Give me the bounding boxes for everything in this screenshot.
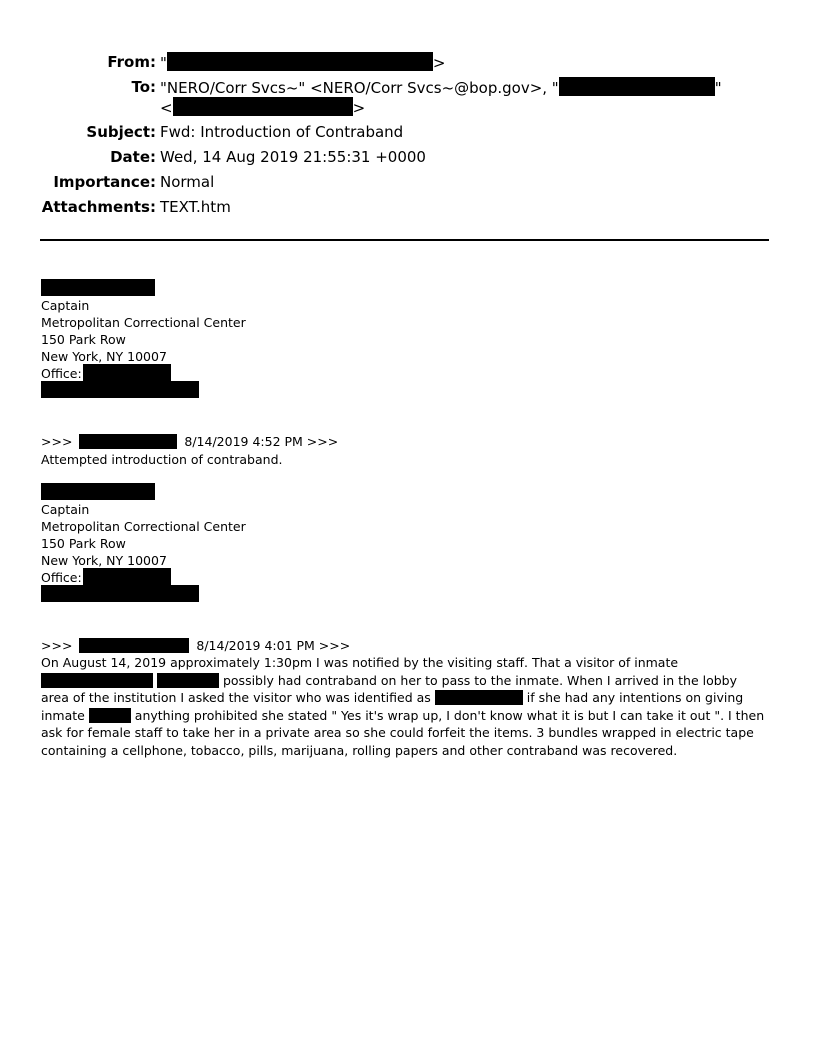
quote-header-2 xyxy=(41,637,350,654)
signature-org: Metropolitan Correctional Center xyxy=(41,519,246,534)
office-label: Office: xyxy=(41,366,82,381)
quote-header-1 xyxy=(41,433,338,450)
redacted-sender-name xyxy=(79,638,189,653)
signature-org: Metropolitan Correctional Center xyxy=(41,315,246,330)
body-part-3: if she had any intentions on giving inmate xyxy=(41,690,744,723)
redacted-recipient-email xyxy=(173,97,353,116)
to-label: To: xyxy=(131,78,156,96)
from-quote-open: " xyxy=(160,54,167,72)
signature-city: New York, NY 10007 xyxy=(41,349,167,364)
message-body-2 xyxy=(41,654,766,759)
quote-timestamp: 8/14/2019 4:01 PM >>> xyxy=(196,638,351,653)
redacted-visitor-name xyxy=(435,690,523,705)
signature-city: New York, NY 10007 xyxy=(41,553,167,568)
message-text-1: Attempted introduction of contraband. xyxy=(41,452,283,467)
signature-street: 150 Park Row xyxy=(41,536,126,551)
date-label: Date: xyxy=(110,148,156,166)
quote-prefix: >>> xyxy=(41,434,73,449)
importance-value: Normal xyxy=(160,173,215,191)
to-bracket-close: > xyxy=(352,99,366,117)
to-recipients: "NERO/Corr Svcs~" <NERO/Corr Svcs~@bop.gov>, " xyxy=(160,79,559,97)
quote-timestamp: 8/14/2019 4:52 PM >>> xyxy=(184,434,339,449)
redacted-inmate-name-cont xyxy=(157,673,219,688)
signature-title: Captain xyxy=(41,502,90,517)
signature-office xyxy=(41,569,82,586)
importance-label: Importance: xyxy=(53,173,156,191)
date-value: Wed, 14 Aug 2019 21:55:31 +0000 xyxy=(160,148,426,166)
redacted-name xyxy=(41,279,155,296)
redacted-inmate-name xyxy=(41,673,153,688)
body-part-4: anything prohibited she stated " Yes it's wrap up, I don't know what it is but I can take it out ". I then ask for female staff to take her in a private area so she could forfeit the items. 3 bundles wrapped in electric tape containing a cellphone, tobacco, pills, marijuana, rolling papers and other contraband was recovered. xyxy=(41,707,765,758)
subject-value: Fwd: Introduction of Contraband xyxy=(160,123,404,141)
body-part-2: possibly had contraband on her to pass to the inmate. When I arrived in the lobby area of the institution I asked the visitor who was identified as xyxy=(41,672,738,705)
to-bracket-open: < xyxy=(160,99,173,117)
to-value-line2 xyxy=(160,97,365,118)
redacted-contact xyxy=(41,381,199,398)
from-value xyxy=(160,52,445,73)
quote-prefix: >>> xyxy=(41,638,73,653)
header-divider xyxy=(40,239,769,241)
body-part-1: On August 14, 2019 approximately 1:30pm I was notified by the visiting staff. That a visitor of inmate xyxy=(41,655,679,670)
subject-label: Subject: xyxy=(86,123,156,141)
redacted-office-phone xyxy=(83,568,171,585)
redacted-inmate-name xyxy=(89,708,131,723)
redacted-sender xyxy=(167,52,433,71)
office-label: Office: xyxy=(41,570,82,585)
attachments-value[interactable]: TEXT.htm xyxy=(160,198,231,216)
signature-street: 150 Park Row xyxy=(41,332,126,347)
redacted-office-phone xyxy=(83,364,171,381)
from-bracket-close: > xyxy=(432,54,446,72)
redacted-sender-name xyxy=(79,434,177,449)
signature-title: Captain xyxy=(41,298,90,313)
redacted-contact xyxy=(41,585,199,602)
from-label: From: xyxy=(107,53,156,71)
to-value xyxy=(160,77,722,98)
to-quote-close: " xyxy=(714,79,722,97)
signature-office xyxy=(41,365,82,382)
attachments-label: Attachments: xyxy=(41,198,156,216)
redacted-name xyxy=(41,483,155,500)
redacted-recipient xyxy=(559,77,715,96)
